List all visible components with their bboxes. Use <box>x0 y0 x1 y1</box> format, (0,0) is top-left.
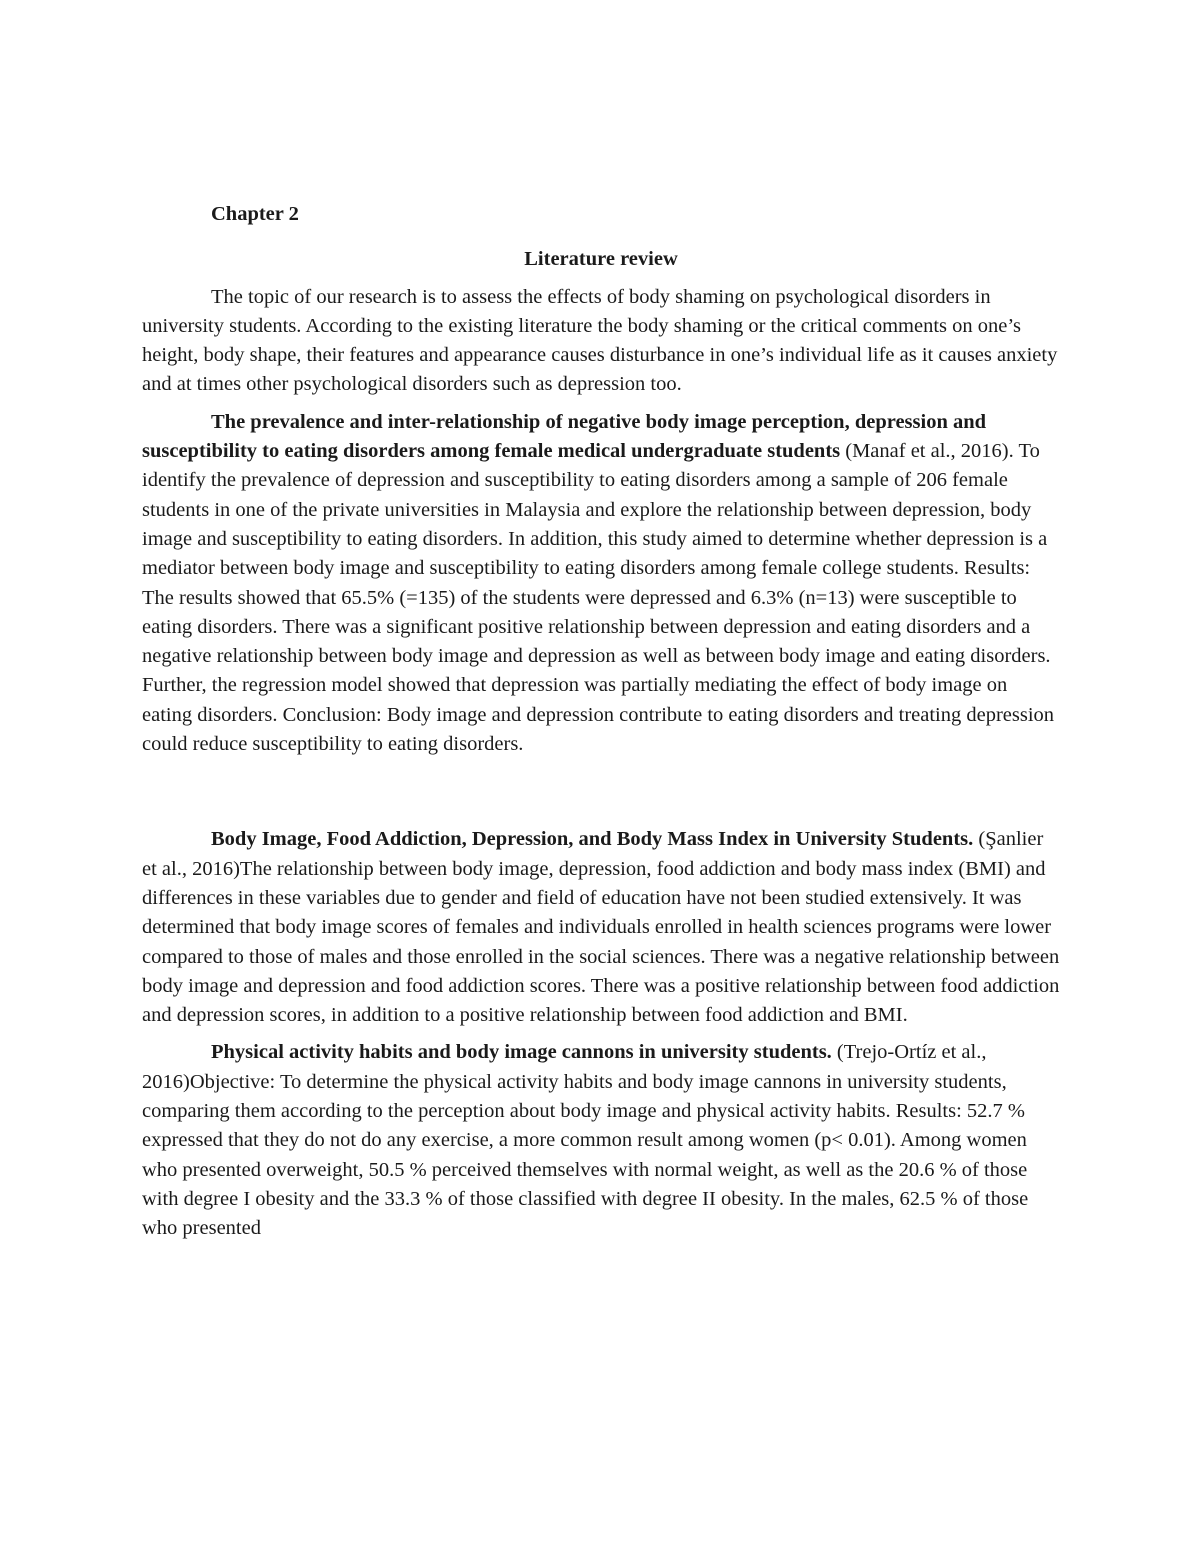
paragraph-body: (Şanlier et al., 2016)The relationship between body image, depression, food addiction and body mass index (BMI) and differences in these variables due to gender and field of education have not been studied extensively. It was determined that body image scores of females and individuals enrolled in health sciences programs were lower compared to those of males and those enrolled in the social sciences. There was a negative relationship between body image and depression and food addiction scores. There was a positive relationship between food addiction and depression scores, in addition to a positive relationship between food addiction and BMI. <box>142 828 1060 1027</box>
review-paragraph-manaf <box>142 408 1060 760</box>
document-page <box>142 200 1060 1244</box>
study-title: Body Image, Food Addiction, Depression, and Body Mass Index in University Students. <box>211 828 974 851</box>
review-paragraph-trejo-ortiz <box>142 1038 1060 1243</box>
chapter-heading: Chapter 2 <box>211 203 299 225</box>
paragraph-body: (Manaf et al., 2016). To identify the prevalence of depression and susceptibility to eating disorders among a sample of 206 female students in one of the private universities in Malaysia and explore the relationship between depression, body image and susceptibility to eating disorders. In addition, this study aimed to determine whether depression is a mediator between body image and susceptibility to eating disorders among female college students. Results: The results showed that 65.5% (=135) of the students were depressed and 6.3% (n=13) were susceptible to eating disorders. There was a significant positive relationship between depression and eating disorders and a negative relationship between body image and depression as well as between body image and eating disorders. Further, the regression model showed that depression was partially mediating the effect of body image on eating disorders. Conclusion: Body image and depression contribute to eating disorders and treating depression could reduce susceptibility to eating disorders. <box>142 440 1055 756</box>
study-title: Physical activity habits and body image cannons in university students. <box>211 1041 832 1064</box>
paragraph-body: The topic of our research is to assess the effects of body shaming on psychological disorders in university students. According to the existing literature the body shaming or the critical comments on one’s height, body shape, their features and appearance causes disturbance in one’s individual life as it causes anxiety and at times other psychological disorders such as depression too. <box>142 285 1058 396</box>
study-title: The prevalence and inter-relationship of negative body image perception, depression and susceptibility to eating disorders among female medical undergraduate students <box>142 410 987 463</box>
review-paragraph-sanlier <box>142 825 1060 1030</box>
section-title: Literature review <box>524 248 678 271</box>
intro-paragraph <box>142 283 1060 400</box>
paragraph-body: (Trejo-Ortíz et al., 2016)Objective: To determine the physical activity habits and body image cannons in university students, comparing them according to the perception about body image and physical activity habits. Results: 52.7 % expressed that they do not do any exercise, a more common result among women (p< 0.01). Among women who presented overweight, 50.5 % perceived themselves with normal weight, as well as the 20.6 % of those with degree I obesity and the 33.3 % of those classified with degree II obesity. In the males, 62.5 % of those who presented <box>142 1041 1029 1240</box>
